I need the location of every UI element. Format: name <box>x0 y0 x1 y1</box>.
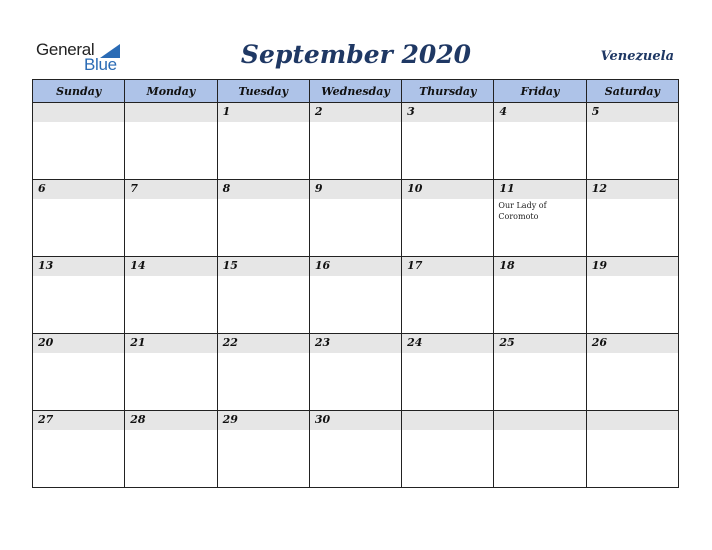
day-cell <box>309 103 401 180</box>
day-number-bar <box>494 180 585 199</box>
day-cell <box>125 103 217 180</box>
day-number-bar <box>587 411 678 430</box>
logo-text-general: General <box>36 40 95 59</box>
logo-text-blue: Blue <box>84 55 117 74</box>
day-number-bar <box>402 334 493 353</box>
day-number-bar <box>494 334 585 353</box>
day-number-bar <box>587 103 678 122</box>
day-number: 29 <box>222 413 238 426</box>
day-cell <box>33 180 125 257</box>
country-label: Venezuela <box>600 49 674 64</box>
day-number: 23 <box>314 336 331 349</box>
day-number: 16 <box>314 259 331 272</box>
day-number-bar <box>310 103 401 122</box>
weekday-header-saturday: Saturday <box>586 80 678 103</box>
day-number-bar <box>494 257 585 276</box>
day-cell <box>494 411 586 488</box>
day-number-bar <box>587 334 678 353</box>
day-number: 27 <box>38 413 54 426</box>
week-row <box>33 257 679 334</box>
day-number: 21 <box>130 336 146 349</box>
day-cell <box>494 257 586 334</box>
day-number-bar <box>125 411 216 430</box>
day-cell <box>402 180 494 257</box>
day-number: 15 <box>222 259 238 272</box>
day-number-bar <box>33 411 124 430</box>
day-number-bar <box>125 334 216 353</box>
day-number: 24 <box>407 336 423 349</box>
day-number-bar <box>218 103 309 122</box>
day-cell <box>125 411 217 488</box>
day-cell <box>309 411 401 488</box>
day-number-bar <box>33 103 124 122</box>
day-cell <box>494 334 586 411</box>
day-cell <box>309 257 401 334</box>
day-number-bar <box>402 103 493 122</box>
day-number-bar <box>33 257 124 276</box>
day-cell <box>402 334 494 411</box>
holiday-label: Our Lady of Coromoto <box>498 201 547 221</box>
day-number: 2 <box>314 105 323 118</box>
day-cell <box>217 180 309 257</box>
day-cell <box>217 411 309 488</box>
day-number-bar <box>125 180 216 199</box>
day-number: 4 <box>499 105 508 118</box>
day-number-bar <box>218 411 309 430</box>
day-number: 28 <box>130 413 146 426</box>
day-cell <box>125 180 217 257</box>
day-number-bar <box>310 180 401 199</box>
day-cell <box>494 180 586 257</box>
weekday-header-wednesday: Wednesday <box>309 80 401 103</box>
day-number: 26 <box>591 336 607 349</box>
calendar-title: September 2020 <box>240 40 472 69</box>
day-number: 18 <box>499 259 515 272</box>
day-cell <box>125 257 217 334</box>
day-number: 22 <box>222 336 238 349</box>
day-number: 12 <box>591 182 607 195</box>
day-number-bar <box>402 257 493 276</box>
week-row <box>33 180 679 257</box>
day-number-bar <box>218 180 309 199</box>
day-number: 14 <box>130 259 146 272</box>
weekday-header-sunday: Sunday <box>33 80 125 103</box>
weekday-header-monday: Monday <box>125 80 217 103</box>
day-number: 6 <box>38 182 46 195</box>
day-number: 7 <box>130 182 138 195</box>
day-number: 25 <box>499 336 515 349</box>
day-cell <box>309 180 401 257</box>
day-number-bar <box>587 257 678 276</box>
day-number: 20 <box>38 336 54 349</box>
day-cell <box>33 103 125 180</box>
day-number-bar <box>310 334 401 353</box>
day-number-bar <box>402 411 493 430</box>
day-cell <box>586 180 678 257</box>
day-number: 9 <box>314 182 323 195</box>
day-number: 1 <box>222 105 231 118</box>
day-number-bar <box>494 411 585 430</box>
day-cell <box>586 257 678 334</box>
day-cell <box>217 257 309 334</box>
day-cell <box>402 411 494 488</box>
day-number-bar <box>125 103 216 122</box>
weekday-header-tuesday: Tuesday <box>217 80 309 103</box>
day-number-bar <box>494 103 585 122</box>
day-number-bar <box>125 257 216 276</box>
day-cell <box>402 103 494 180</box>
day-number-bar <box>218 334 309 353</box>
day-cell <box>33 257 125 334</box>
day-cell <box>586 103 678 180</box>
day-number-bar <box>33 180 124 199</box>
day-cell <box>125 334 217 411</box>
day-cell <box>217 103 309 180</box>
day-number: 3 <box>407 105 415 118</box>
week-row <box>33 411 679 488</box>
day-number-bar <box>218 257 309 276</box>
day-cell <box>33 334 125 411</box>
day-cell <box>586 334 678 411</box>
week-row <box>33 103 679 180</box>
day-number-bar <box>587 180 678 199</box>
day-cell <box>217 334 309 411</box>
day-cell <box>33 411 125 488</box>
day-number: 5 <box>591 105 600 118</box>
weekday-header-thursday: Thursday <box>402 80 494 103</box>
day-number: 8 <box>222 182 231 195</box>
day-number: 10 <box>407 182 423 195</box>
day-number: 11 <box>499 182 515 195</box>
day-number: 13 <box>38 259 54 272</box>
day-number: 19 <box>591 259 607 272</box>
day-number-bar <box>310 257 401 276</box>
day-number-bar <box>310 411 401 430</box>
week-row <box>33 334 679 411</box>
weekday-header-row <box>33 80 679 103</box>
day-number: 30 <box>314 413 331 426</box>
day-number: 17 <box>407 259 423 272</box>
day-cell <box>586 411 678 488</box>
weekday-header-friday: Friday <box>494 80 586 103</box>
day-number-bar <box>402 180 493 199</box>
day-number-bar <box>33 334 124 353</box>
day-cell <box>309 334 401 411</box>
calendar-grid <box>32 79 679 488</box>
day-cell <box>402 257 494 334</box>
day-cell <box>494 103 586 180</box>
